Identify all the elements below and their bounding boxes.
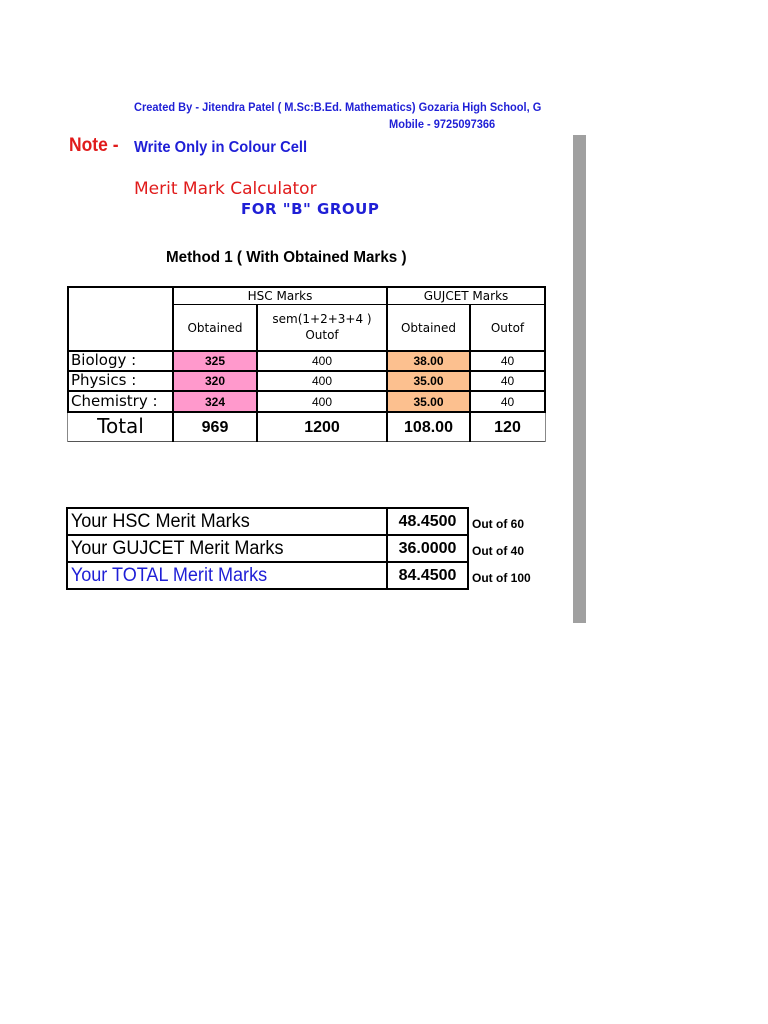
total-merit-outof: Out of 100 <box>472 570 531 585</box>
gujcet-merit-value: 36.0000 <box>398 539 457 557</box>
gujcet-merit-outof: Out of 40 <box>472 543 525 558</box>
biology-gujcet-outof: 40 <box>500 354 515 368</box>
physics-gujcet-outof: 40 <box>500 374 515 388</box>
subject-biology: Biology : <box>71 351 137 369</box>
col-header-sem-line1: sem(1+2+3+4 ) <box>272 312 372 326</box>
chemistry-gujcet-outof: 40 <box>500 394 515 409</box>
mobile-line: Mobile - 9725097366 <box>389 117 496 131</box>
chemistry-hsc-outof: 400 <box>311 394 333 409</box>
total-hsc-outof: 1200 <box>304 419 340 436</box>
biology-gujcet-obtained-input[interactable]: 38.00 <box>413 354 444 368</box>
merit-border-bottom <box>66 588 469 590</box>
total-hsc-obtained: 969 <box>201 419 229 436</box>
note-text: Write Only in Colour Cell <box>134 139 308 156</box>
table-border-right <box>544 286 546 413</box>
total-gujcet-outof: 120 <box>494 419 521 436</box>
gujcet-marks-header: GUJCET Marks <box>423 289 509 303</box>
chemistry-hsc-obtained-input[interactable]: 324 <box>204 394 226 409</box>
credit-line: Created By - Jitendra Patel ( M.Sc:B.Ed. Mathematics) Gozaria High School, G <box>134 100 542 114</box>
col-header-sem-line2: Outof <box>305 328 339 342</box>
total-merit-label: Your TOTAL Merit Marks <box>70 564 268 586</box>
col-header-hsc-obtained: Obtained <box>187 320 243 335</box>
table-border-right-total <box>545 413 546 442</box>
group-title: FOR "B" GROUP <box>241 200 380 218</box>
physics-hsc-outof: 400 <box>311 374 333 388</box>
vertical-scrollbar[interactable] <box>573 135 586 623</box>
calculator-title: Merit Mark Calculator <box>134 179 317 199</box>
gujcet-merit-label: Your GUJCET Merit Marks <box>70 537 284 559</box>
hsc-merit-label: Your HSC Merit Marks <box>70 510 250 532</box>
hsc-merit-value: 48.4500 <box>398 512 457 530</box>
total-merit-value: 84.4500 <box>398 566 457 584</box>
col-header-gujcet-outof: Outof <box>490 320 525 335</box>
method-title: Method 1 ( With Obtained Marks ) <box>166 249 407 266</box>
hsc-merit-outof: Out of 60 <box>472 516 525 531</box>
note-label: Note - <box>69 135 119 156</box>
table-border-left-total <box>67 413 68 442</box>
total-label: Total <box>97 414 144 438</box>
physics-hsc-obtained-input[interactable]: 320 <box>204 374 226 388</box>
subject-chemistry: Chemistry : <box>71 391 158 410</box>
biology-hsc-outof: 400 <box>311 354 333 368</box>
hsc-marks-header: HSC Marks <box>247 289 313 303</box>
biology-hsc-obtained-input[interactable]: 325 <box>204 354 226 368</box>
merit-border-right <box>467 507 469 590</box>
col-header-gujcet-obtained: Obtained <box>400 320 457 335</box>
physics-gujcet-obtained-input[interactable]: 35.00 <box>413 374 444 388</box>
total-gujcet-obtained: 108.00 <box>404 419 453 436</box>
subject-physics: Physics : <box>71 371 137 389</box>
chemistry-gujcet-obtained-input[interactable]: 35.00 <box>413 394 444 409</box>
